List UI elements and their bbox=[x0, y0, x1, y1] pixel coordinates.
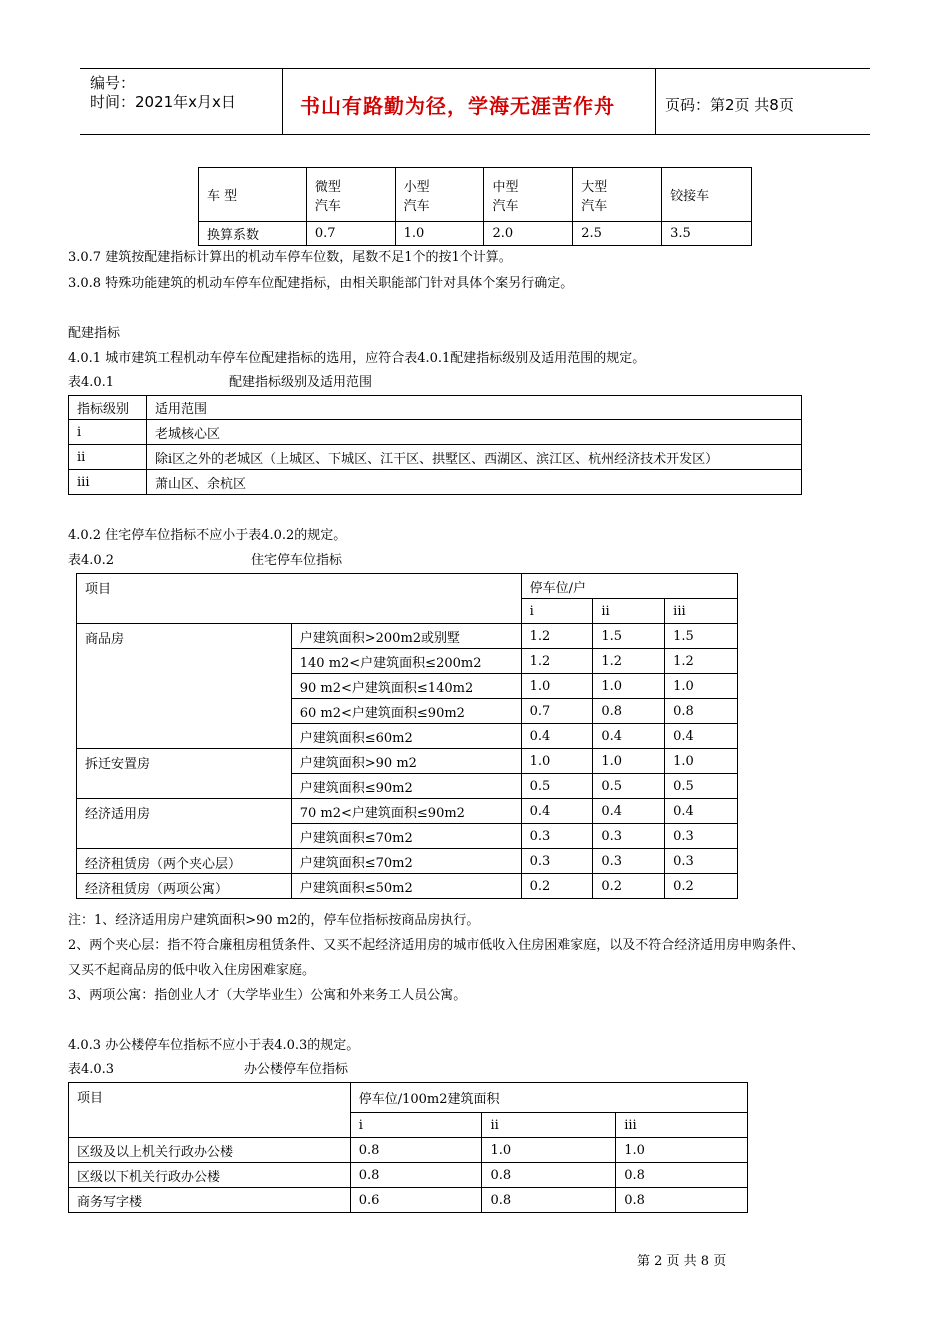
table-cell: 户建筑面积≤70m2 bbox=[291, 849, 521, 874]
table-cell: 0.4 bbox=[521, 799, 593, 824]
table-group-cell: 经济租赁房（两个夹心层） bbox=[77, 849, 292, 874]
table-cell: 中型 汽车 bbox=[484, 168, 573, 222]
table-4-0-2-label: 表4.0.2 bbox=[68, 553, 115, 568]
para-4-0-1: 4.0.1 城市建筑工程机动车停车位配建指标的选用，应符合表4.0.1配建指标级别及适用范围的规定。 bbox=[68, 351, 646, 366]
table-cell: 0.3 bbox=[521, 849, 593, 874]
table-4-0-3-title: 办公楼停车位指标 bbox=[244, 1062, 349, 1077]
table-cell: 1.0 bbox=[395, 222, 484, 246]
table-4-0-1-label: 表4.0.1 bbox=[68, 375, 115, 390]
table-cell: 2.5 bbox=[573, 222, 662, 246]
table-cell: 1.0 bbox=[665, 674, 738, 699]
para-3-0-7: 3.0.7 建筑按配建指标计算出的机动车停车位数，尾数不足1个的按1个计算。 bbox=[68, 250, 512, 265]
table-cell: 60 m2<户建筑面积≤90m2 bbox=[291, 699, 521, 724]
note-2b: 又买不起商品房的低中收入住房困难家庭。 bbox=[68, 963, 316, 978]
table-cell: 140 m2<户建筑面积≤200m2 bbox=[291, 649, 521, 674]
table-cell: 0.5 bbox=[665, 774, 738, 799]
table-cell: 0.8 bbox=[593, 699, 665, 724]
table-cell: 90 m2<户建筑面积≤140m2 bbox=[291, 674, 521, 699]
table-cell: 0.8 bbox=[482, 1188, 616, 1213]
table-header-cell: 适用范围 bbox=[147, 396, 802, 420]
table-cell: 0.2 bbox=[665, 874, 738, 899]
table-cell: 1.0 bbox=[521, 749, 593, 774]
table-4-0-2 bbox=[76, 573, 738, 899]
table-cell: 0.8 bbox=[616, 1163, 748, 1188]
table-row bbox=[77, 574, 738, 599]
table-row bbox=[77, 799, 738, 824]
table-header-cell: 指标级别 bbox=[69, 396, 147, 420]
table-4-0-1 bbox=[68, 395, 802, 495]
table-group-cell: 经济适用房 bbox=[77, 799, 292, 849]
table-header-cell: iii bbox=[616, 1113, 748, 1138]
table-cell: 0.4 bbox=[665, 724, 738, 749]
table-cell: 0.6 bbox=[350, 1188, 482, 1213]
table-cell: ii bbox=[69, 445, 147, 470]
table-cell: 1.0 bbox=[521, 674, 593, 699]
table-row bbox=[69, 445, 802, 470]
vehicle-conversion-table bbox=[198, 167, 752, 246]
note-1: 注：1、经济适用房户建筑面积>90 m2的，停车位指标按商品房执行。 bbox=[68, 913, 480, 928]
table-cell: 车 型 bbox=[199, 168, 307, 222]
table-cell: 户建筑面积>200m2或别墅 bbox=[291, 624, 521, 649]
table-cell: 0.3 bbox=[521, 824, 593, 849]
header-bottom-rule bbox=[80, 134, 870, 135]
table-cell: 1.0 bbox=[593, 749, 665, 774]
table-cell: 1.5 bbox=[593, 624, 665, 649]
table-row bbox=[69, 420, 802, 445]
table-cell: 铰接车 bbox=[662, 168, 752, 222]
table-row bbox=[77, 749, 738, 774]
table-header-cell: ii bbox=[593, 599, 665, 624]
table-4-0-3-label: 表4.0.3 bbox=[68, 1062, 115, 1077]
table-cell: 0.3 bbox=[665, 849, 738, 874]
table-cell: 0.2 bbox=[521, 874, 593, 899]
table-cell: 0.8 bbox=[482, 1163, 616, 1188]
table-cell: 0.3 bbox=[665, 824, 738, 849]
table-header-cell: ii bbox=[482, 1113, 616, 1138]
table-cell: 0.8 bbox=[350, 1163, 482, 1188]
page-footer: 第 2 页 共 8 页 bbox=[637, 1254, 727, 1269]
table-cell: 大型 汽车 bbox=[573, 168, 662, 222]
table-cell: 1.2 bbox=[521, 649, 593, 674]
table-cell: 老城核心区 bbox=[147, 420, 802, 445]
header-top-rule bbox=[80, 68, 870, 69]
table-cell: 1.2 bbox=[521, 624, 593, 649]
table-cell: 除ⅰ区之外的老城区（上城区、下城区、江干区、拱墅区、西湖区、滨江区、杭州经济技术开发区） bbox=[147, 445, 802, 470]
para-3-0-8: 3.0.8 特殊功能建筑的机动车停车位配建指标，由相关职能部门针对具体个案另行确定。 bbox=[68, 276, 574, 291]
table-cell: 换算系数 bbox=[199, 222, 307, 246]
header-number-label: 编号： bbox=[90, 74, 136, 92]
table-cell: 1.0 bbox=[616, 1138, 748, 1163]
note-2a: 2、两个夹心层：指不符合廉租房租赁条件、又买不起经济适用房的城市低收入住房困难家庭，以及不符合经济适用房申购条件、 bbox=[68, 938, 805, 953]
table-row bbox=[77, 624, 738, 649]
table-cell: 萧山区、余杭区 bbox=[147, 470, 802, 495]
table-cell: iii bbox=[69, 470, 147, 495]
table-cell: 1.2 bbox=[665, 649, 738, 674]
header-page-info: 页码：第2页 共8页 bbox=[665, 96, 794, 114]
table-cell: 区级以下机关行政办公楼 bbox=[69, 1163, 351, 1188]
table-group-cell: 商品房 bbox=[77, 624, 292, 749]
table-cell: 0.3 bbox=[593, 849, 665, 874]
table-row bbox=[77, 874, 738, 899]
table-row bbox=[69, 1163, 748, 1188]
header-motto: 书山有路勤为径，学海无涯苦作舟 bbox=[300, 94, 615, 118]
table-header-cell: 项目 bbox=[69, 1083, 351, 1138]
table-4-0-3 bbox=[68, 1082, 748, 1213]
table-cell: 户建筑面积≤60m2 bbox=[291, 724, 521, 749]
table-row bbox=[69, 396, 802, 420]
table-cell: 0.8 bbox=[350, 1138, 482, 1163]
table-cell: 0.8 bbox=[665, 699, 738, 724]
table-cell: 小型 汽车 bbox=[395, 168, 484, 222]
table-cell: 商务写字楼 bbox=[69, 1188, 351, 1213]
table-4-0-1-title: 配建指标级别及适用范围 bbox=[229, 375, 373, 390]
table-group-cell: 经济租赁房（两项公寓） bbox=[77, 874, 292, 899]
table-cell: 0.4 bbox=[521, 724, 593, 749]
section-heading: 配建指标 bbox=[68, 326, 121, 341]
table-cell: 0.8 bbox=[616, 1188, 748, 1213]
table-cell: 户建筑面积≤70m2 bbox=[291, 824, 521, 849]
table-cell: 微型 汽车 bbox=[306, 168, 395, 222]
header-divider bbox=[655, 68, 656, 135]
table-cell: 1.0 bbox=[593, 674, 665, 699]
para-4-0-3: 4.0.3 办公楼停车位指标不应小于表4.0.3的规定。 bbox=[68, 1038, 360, 1053]
table-cell: 区级及以上机关行政办公楼 bbox=[69, 1138, 351, 1163]
table-cell: 1.2 bbox=[593, 649, 665, 674]
table-header-cell: i bbox=[521, 599, 593, 624]
table-row bbox=[199, 222, 752, 246]
table-header-cell: 停车位/100m2建筑面积 bbox=[350, 1083, 747, 1113]
table-cell: 1.0 bbox=[665, 749, 738, 774]
table-cell: 0.3 bbox=[593, 824, 665, 849]
table-cell: 0.2 bbox=[593, 874, 665, 899]
table-cell: 0.7 bbox=[521, 699, 593, 724]
table-header-cell: 停车位/户 bbox=[521, 574, 737, 599]
table-cell: 户建筑面积≤50m2 bbox=[291, 874, 521, 899]
table-4-0-2-title: 住宅停车位指标 bbox=[251, 553, 343, 568]
table-cell: 2.0 bbox=[484, 222, 573, 246]
table-row bbox=[69, 470, 802, 495]
table-header-cell: i bbox=[350, 1113, 482, 1138]
table-cell: 0.4 bbox=[593, 724, 665, 749]
table-cell: 0.7 bbox=[306, 222, 395, 246]
header-date-label: 时间：2021年x月x日 bbox=[90, 93, 236, 111]
table-row bbox=[69, 1188, 748, 1213]
note-3: 3、两项公寓：指创业人才（大学毕业生）公寓和外来务工人员公寓。 bbox=[68, 988, 467, 1003]
table-cell: 0.4 bbox=[665, 799, 738, 824]
table-cell: 0.4 bbox=[593, 799, 665, 824]
table-row bbox=[69, 1083, 748, 1113]
table-cell: 户建筑面积>90 m2 bbox=[291, 749, 521, 774]
header-divider bbox=[282, 68, 283, 135]
table-header-cell: 项目 bbox=[77, 574, 522, 624]
table-cell: 1.5 bbox=[665, 624, 738, 649]
table-cell: i bbox=[69, 420, 147, 445]
table-row bbox=[199, 168, 752, 222]
table-cell: 0.5 bbox=[521, 774, 593, 799]
table-cell: 户建筑面积≤90m2 bbox=[291, 774, 521, 799]
table-cell: 3.5 bbox=[662, 222, 752, 246]
table-row bbox=[77, 849, 738, 874]
table-cell: 0.5 bbox=[593, 774, 665, 799]
para-4-0-2: 4.0.2 住宅停车位指标不应小于表4.0.2的规定。 bbox=[68, 528, 347, 543]
table-cell: 70 m2<户建筑面积≤90m2 bbox=[291, 799, 521, 824]
table-row bbox=[69, 1138, 748, 1163]
table-header-cell: iii bbox=[665, 599, 738, 624]
table-group-cell: 拆迁安置房 bbox=[77, 749, 292, 799]
table-cell: 1.0 bbox=[482, 1138, 616, 1163]
